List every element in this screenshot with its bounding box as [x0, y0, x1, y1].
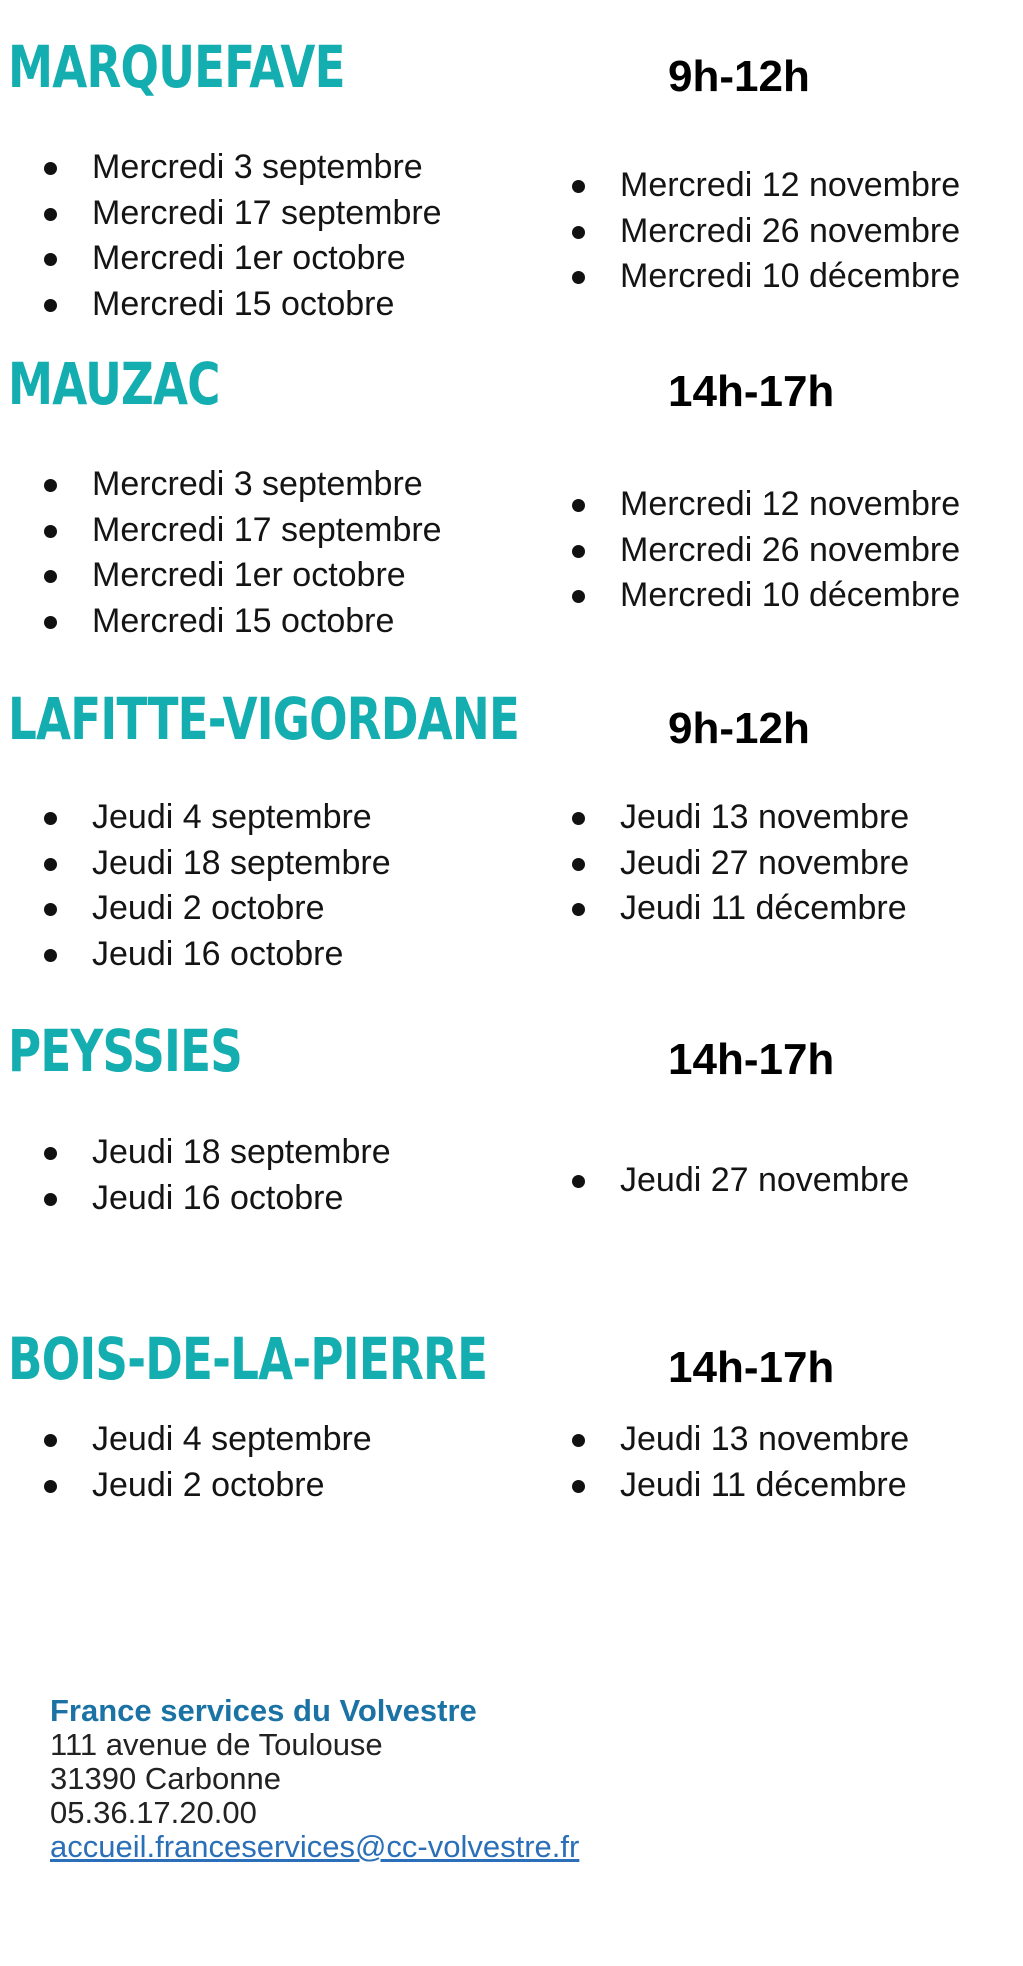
list-item: Jeudi 27 novembre — [572, 841, 909, 887]
dates-list-right — [572, 482, 960, 619]
dates-list-left — [44, 145, 442, 327]
list-item: Mercredi 10 décembre — [572, 254, 960, 300]
contact-block — [50, 1694, 579, 1864]
opening-hours: 14h-17h — [668, 1343, 835, 1392]
list-item: Jeudi 11 décembre — [572, 1463, 909, 1509]
email-link[interactable]: accueil.franceservices@cc-volvestre.fr — [50, 1829, 580, 1864]
list-item: Mercredi 26 novembre — [572, 528, 960, 574]
list-item: Mercredi 12 novembre — [572, 163, 960, 209]
opening-hours: 9h-12h — [668, 704, 810, 753]
list-item: Mercredi 1er octobre — [44, 553, 442, 599]
town-title: MAUZAC — [8, 350, 220, 418]
list-item: Jeudi 4 septembre — [44, 1417, 372, 1463]
street-address: 111 avenue de Toulouse — [50, 1727, 383, 1762]
list-item: Jeudi 18 septembre — [44, 1130, 391, 1176]
town-title: BOIS-DE-LA-PIERRE — [8, 1325, 488, 1393]
dates-list-left — [44, 462, 442, 644]
list-item: Jeudi 13 novembre — [572, 1417, 909, 1463]
list-item: Mercredi 26 novembre — [572, 209, 960, 255]
list-item: Mercredi 15 octobre — [44, 599, 442, 645]
list-item: Jeudi 2 octobre — [44, 1463, 372, 1509]
dates-list-left — [44, 795, 391, 977]
organization-name: France services du Volvestre — [50, 1693, 477, 1728]
town-title: PEYSSIES — [8, 1017, 243, 1085]
list-item: Mercredi 10 décembre — [572, 573, 960, 619]
city-postcode: 31390 Carbonne — [50, 1761, 281, 1796]
list-item: Mercredi 1er octobre — [44, 236, 442, 282]
list-item: Jeudi 16 octobre — [44, 932, 391, 978]
list-item: Mercredi 17 septembre — [44, 191, 442, 237]
phone-number: 05.36.17.20.00 — [50, 1795, 257, 1830]
list-item: Mercredi 12 novembre — [572, 482, 960, 528]
list-item: Mercredi 15 octobre — [44, 282, 442, 328]
opening-hours: 9h-12h — [668, 52, 810, 101]
list-item: Jeudi 2 octobre — [44, 886, 391, 932]
dates-list-left — [44, 1130, 391, 1221]
dates-list-right — [572, 1158, 909, 1204]
dates-list-right — [572, 795, 909, 932]
dates-list-right — [572, 163, 960, 300]
dates-list-left — [44, 1417, 372, 1508]
town-title: LAFITTE-VIGORDANE — [8, 685, 520, 753]
list-item: Mercredi 3 septembre — [44, 145, 442, 191]
dates-list-right — [572, 1417, 909, 1508]
list-item: Jeudi 27 novembre — [572, 1158, 909, 1204]
list-item: Mercredi 17 septembre — [44, 508, 442, 554]
list-item: Jeudi 11 décembre — [572, 886, 909, 932]
list-item: Jeudi 13 novembre — [572, 795, 909, 841]
list-item: Jeudi 4 septembre — [44, 795, 391, 841]
opening-hours: 14h-17h — [668, 367, 835, 416]
list-item: Mercredi 3 septembre — [44, 462, 442, 508]
opening-hours: 14h-17h — [668, 1035, 835, 1084]
town-title: MARQUEFAVE — [8, 33, 345, 101]
list-item: Jeudi 18 septembre — [44, 841, 391, 887]
list-item: Jeudi 16 octobre — [44, 1176, 391, 1222]
